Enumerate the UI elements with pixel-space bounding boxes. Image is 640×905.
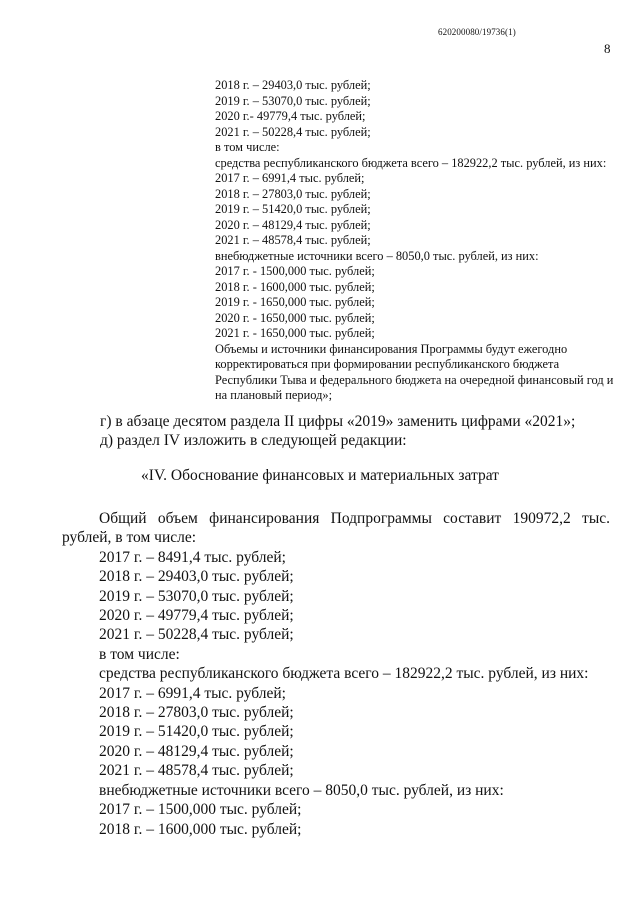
body-line: 2019 г. – 51420,0 тыс. рублей; <box>99 723 294 741</box>
inner-line: 2019 г. - 1650,000 тыс. рублей; <box>215 295 375 309</box>
inner-line: 2021 г. – 50228,4 тыс. рублей; <box>215 124 371 139</box>
inner-line: 2021 г. - 1650,000 тыс. рублей; <box>215 326 375 340</box>
body-line: 2018 г. – 1600,000 тыс. рублей; <box>99 820 302 838</box>
inner-line: 2018 г. – 29403,0 тыс. рублей; <box>215 78 371 92</box>
document-id: 620200080/19736(1) <box>438 27 516 37</box>
body-line: 2017 г. – 6991,4 тыс. рублей; <box>99 684 286 702</box>
section-heading: «IV. Обоснование финансовых и материальных затрат <box>141 467 499 484</box>
body-line: средства республиканского бюджета всего – 182922,2 тыс. рублей, из них: <box>99 665 589 683</box>
inner-line: 2019 г. – 51420,0 тыс. рублей; <box>215 202 371 216</box>
quoted-funding-block <box>215 78 615 404</box>
body-line: 2018 г. – 29403,0 тыс. рублей; <box>99 568 294 586</box>
amendment-d: д) раздел IV изложить в следующей редакции: <box>100 432 407 449</box>
body-line: 2021 г. – 50228,4 тыс. рублей; <box>99 626 294 644</box>
amendment-g: г) в абзаце десятом раздела II цифры «2019» заменить цифрами «2021»; <box>100 413 576 430</box>
inner-line: внебюджетные источники всего – 8050,0 тыс. рублей, из них: <box>215 248 539 263</box>
body-line: 2017 г. – 1500,000 тыс. рублей; <box>99 801 302 819</box>
intro-paragraph: Общий объем финансирования Подпрограммы составит 190972,2 тыс. рублей, в том числе: <box>62 510 610 547</box>
inner-line: 2021 г. – 48578,4 тыс. рублей; <box>215 233 371 247</box>
body-line: 2021 г. – 48578,4 тыс. рублей; <box>99 762 294 780</box>
section-body <box>62 509 610 839</box>
inner-line: средства республиканского бюджета всего – 182922,2 тыс. рублей, из них: <box>215 155 607 170</box>
inner-line: 2020 г. – 48129,4 тыс. рублей; <box>215 217 371 232</box>
inner-closing-paragraph: Объемы и источники финансирования Программы будут ежегодно корректироваться при формировании республиканского бюджета Республики Тыва и федерального бюджета на очередной финансовый год и на плановый период»; <box>215 341 614 402</box>
inner-line: 2017 г. – 6991,4 тыс. рублей; <box>215 171 365 185</box>
inner-line: 2017 г. - 1500,000 тыс. рублей; <box>215 264 375 278</box>
body-line: внебюджетные источники всего – 8050,0 тыс. рублей, из них: <box>99 781 504 799</box>
body-line: 2020 г. – 48129,4 тыс. рублей; <box>99 742 294 760</box>
body-line: 2019 г. – 53070,0 тыс. рублей; <box>99 587 294 605</box>
inner-line: в том числе: <box>215 140 280 154</box>
inner-line: 2020 г.- 49779,4 тыс. рублей; <box>215 109 366 123</box>
body-line: 2018 г. – 27803,0 тыс. рублей; <box>99 704 294 722</box>
body-line: 2020 г. – 49779,4 тыс. рублей; <box>99 607 294 625</box>
inner-line: 2018 г. – 27803,0 тыс. рублей; <box>215 186 371 201</box>
body-line: в том числе: <box>99 645 180 663</box>
inner-line: 2019 г. – 53070,0 тыс. рублей; <box>215 93 371 108</box>
inner-line: 2018 г. - 1600,000 тыс. рублей; <box>215 279 375 294</box>
page-number: 8 <box>604 41 611 56</box>
inner-line: 2020 г. - 1650,000 тыс. рублей; <box>215 310 375 325</box>
body-line: 2017 г. – 8491,4 тыс. рублей; <box>99 548 286 566</box>
